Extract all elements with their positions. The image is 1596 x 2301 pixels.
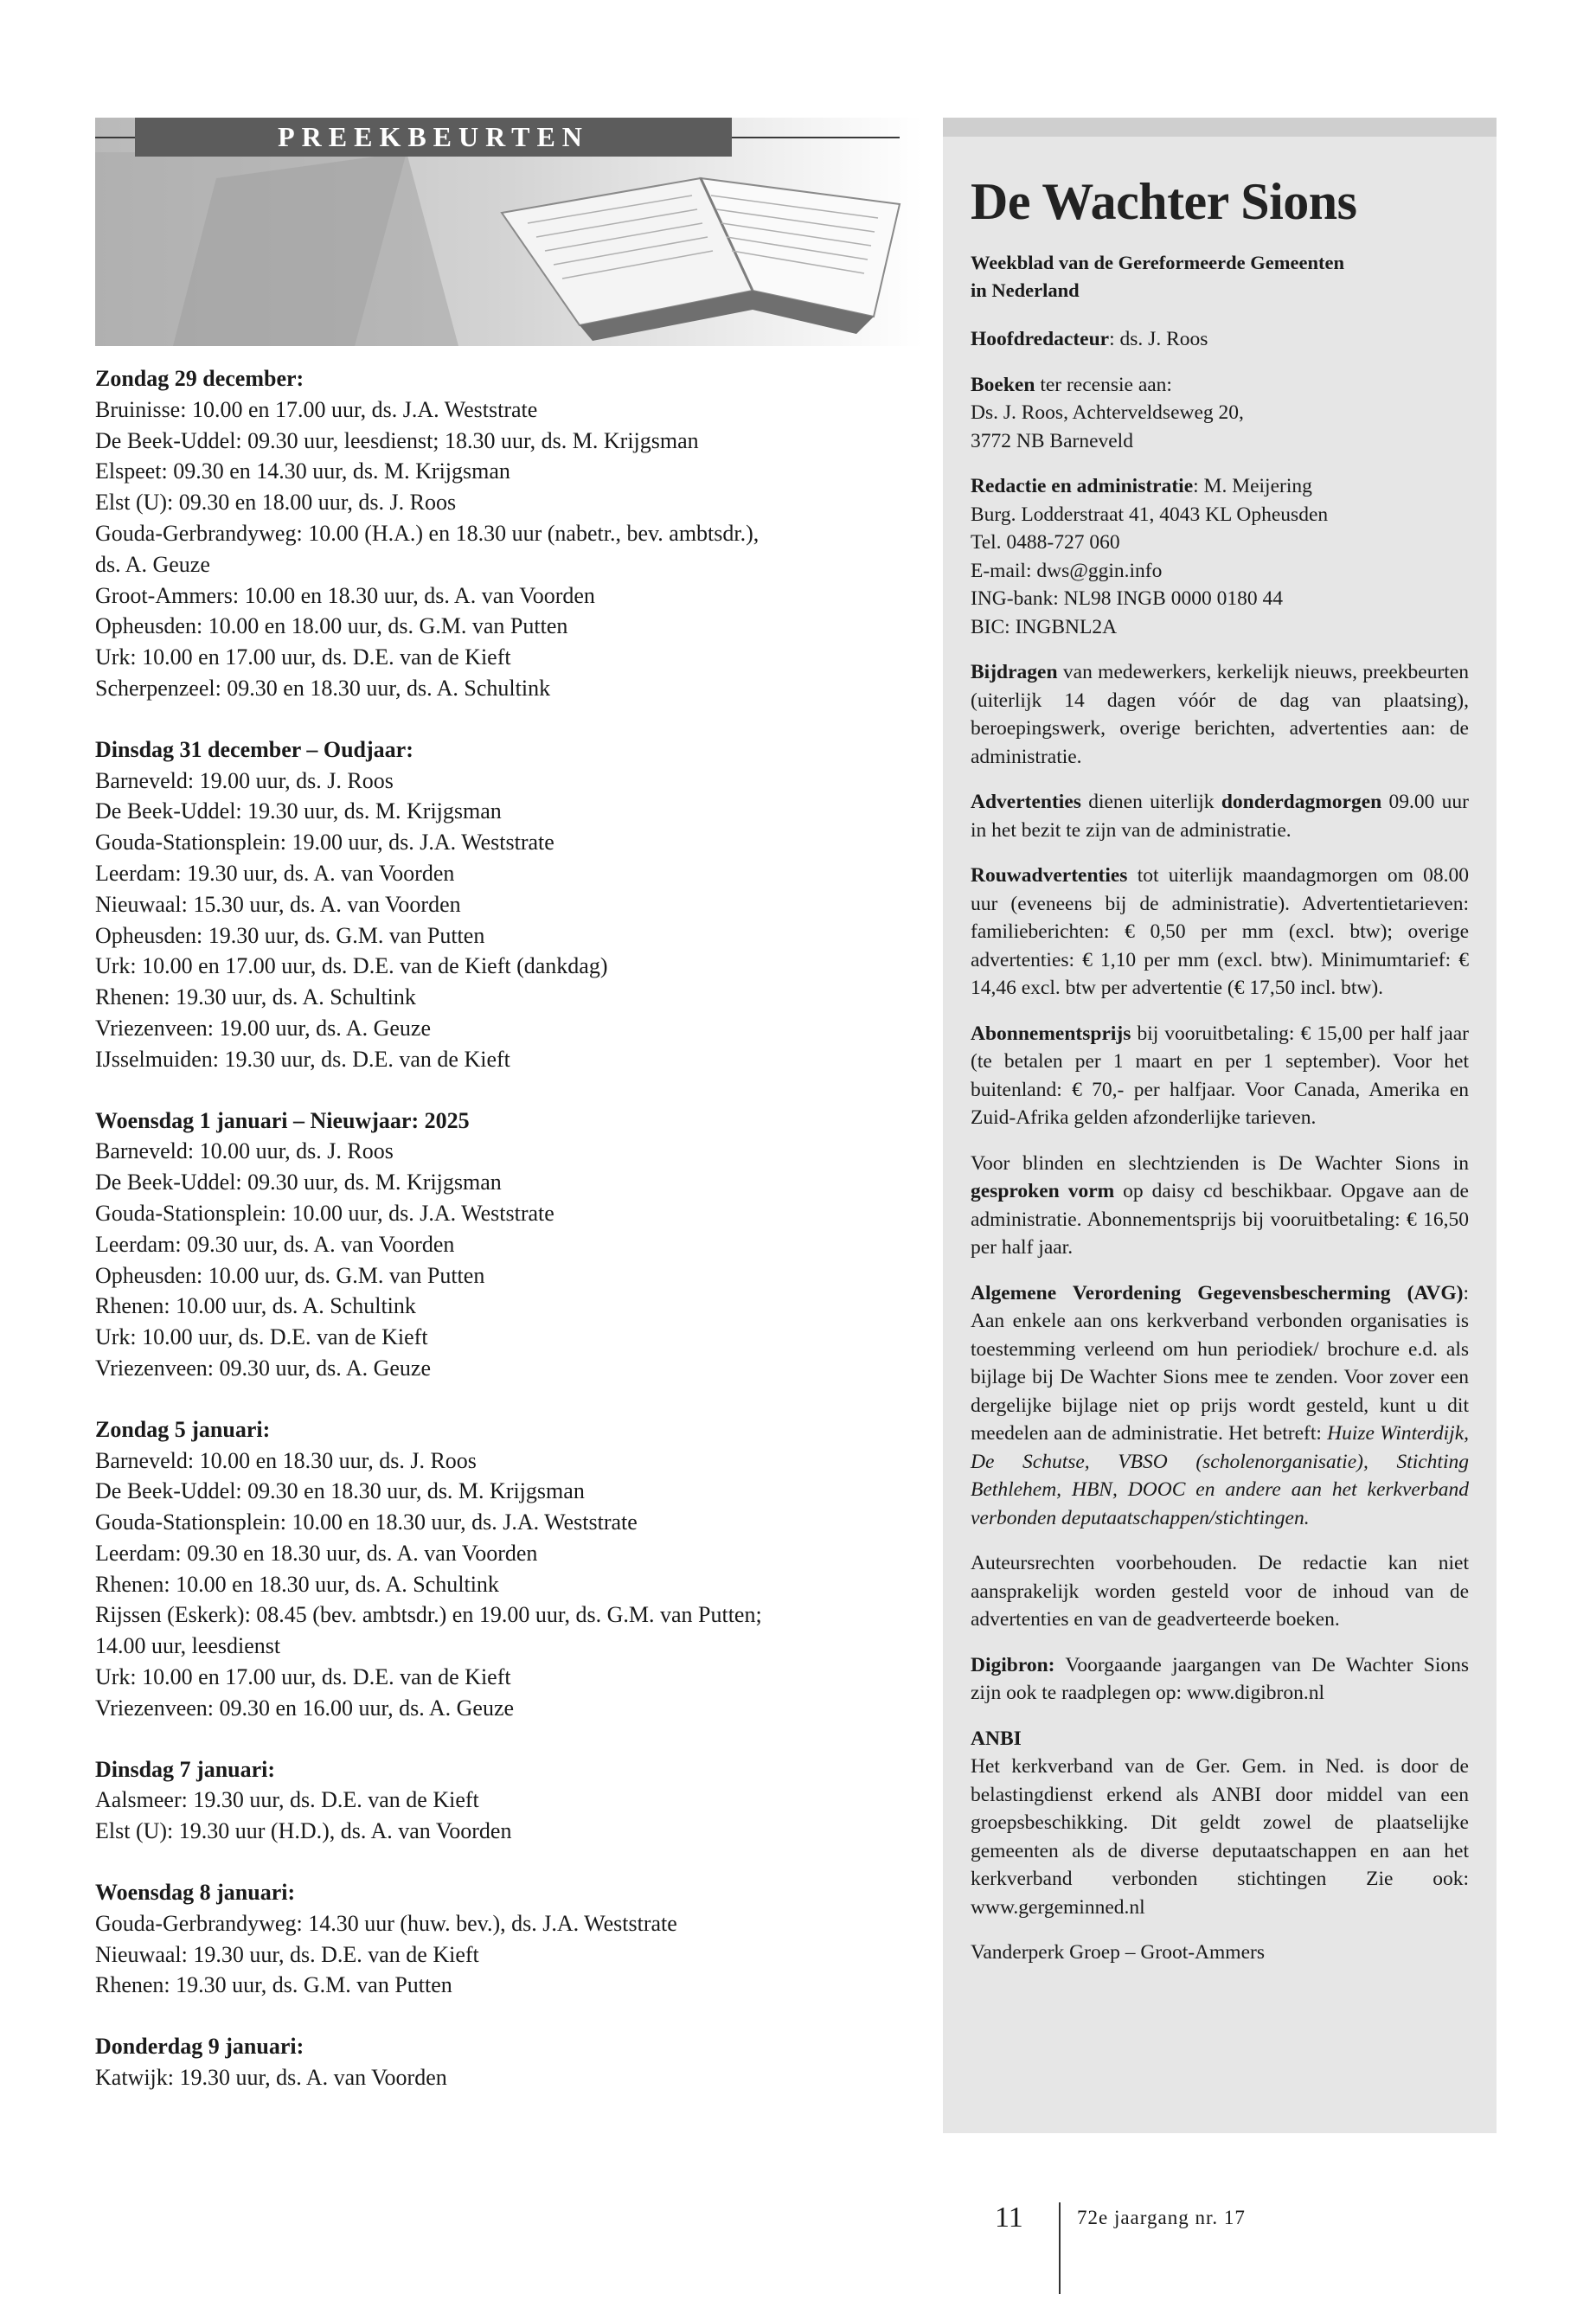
service-line: Urk: 10.00 en 17.00 uur, ds. D.E. van de Kieft (dankdag) (95, 953, 608, 979)
service-line: 14.00 uur, leesdienst (95, 1633, 281, 1659)
service-line: ds. A. Geuze (95, 551, 210, 577)
service-line: Leerdam: 19.30 uur, ds. A. van Voorden (95, 860, 455, 886)
admin-info (971, 472, 1469, 641)
service-line: Urk: 10.00 en 17.00 uur, ds. D.E. van de Kieft (95, 1664, 511, 1690)
service-line: Gouda-Stationsplein: 10.00 uur, ds. J.A. Weststrate (95, 1200, 554, 1226)
ads-label: Advertenties (971, 791, 1081, 813)
ads-deadline: donderdagmorgen (1221, 791, 1382, 813)
mourning-text: tot uiterlijk maandagmorgen om 08.00 uur (eveneens bij de administratie). Advertentietarieven: familieberichten: € 0,50 per mm (excl. btw); overige advertenties: € 1,10 per mm (excl. btw). Minimumtarief: € 14,46 excl. btw per advertentie (€ 17,50 incl. btw). (971, 864, 1469, 999)
day-block (95, 1754, 908, 1847)
subscription-text: bij vooruitbetaling: € 15,00 per half jaar (te betalen per 1 maart en per 1 september). Voor het buitenland: € 70,- per halfjaar. Voor Canada, Amerika en Zuid-Afrika gelden afzonderlijke tarieven. (971, 1022, 1469, 1129)
service-line: Gouda-Stationsplein: 19.00 uur, ds. J.A. Weststrate (95, 830, 554, 856)
service-line: Barneveld: 19.00 uur, ds. J. Roos (95, 767, 394, 793)
service-line: Vriezenveen: 09.30 en 16.00 uur, ds. A. Geuze (95, 1695, 515, 1721)
admin-bank: ING-bank: NL98 INGB 0000 0180 44 (971, 587, 1283, 610)
editor-info (971, 325, 1469, 354)
service-line: Barneveld: 10.00 en 18.30 uur, ds. J. Roos (95, 1447, 477, 1473)
ads-text-rest: 09.00 uur in het bezit te zijn van de administratie. (971, 791, 1470, 842)
service-line: Katwijk: 19.30 uur, ds. A. van Voorden (95, 2065, 447, 2091)
digibron-text: Voorgaande jaargangen van De Wachter Sions zijn ook te raadplegen op: www.digibron.nl (971, 1653, 1469, 1704)
admin-value: : M. Meijering (1193, 475, 1312, 497)
service-line: Gouda-Gerbrandyweg: 10.00 (H.A.) en 18.30 uur (nabetr., bev. ambtsdr.), (95, 520, 760, 546)
subscription-label: Abonnementsprijs (971, 1022, 1131, 1045)
admin-bic: BIC: INGBNL2A (971, 615, 1118, 638)
digibron-info (971, 1651, 1469, 1708)
service-line: Rhenen: 10.00 uur, ds. A. Schultink (95, 1293, 416, 1319)
service-line: Rhenen: 19.30 uur, ds. A. Schultink (95, 984, 416, 1010)
page-number: 11 (995, 2202, 1023, 2234)
service-line: Opheusden: 10.00 uur, ds. G.M. van Putten (95, 1262, 485, 1288)
service-line: Rhenen: 19.30 uur, ds. G.M. van Putten (95, 1972, 452, 1998)
blind-text: Voor blinden en slechtzienden is De Wachter Sions in (971, 1151, 1469, 1175)
service-line: De Beek-Uddel: 19.30 uur, ds. M. Krijgsman (95, 798, 502, 824)
books-address-line: Ds. J. Roos, Achterveldseweg 20, (971, 401, 1244, 424)
editor-label: Hoofdredacteur (971, 328, 1110, 350)
service-line: Opheusden: 19.30 uur, ds. G.M. van Putten (95, 922, 485, 948)
anbi-text: Het kerkverband van de Ger. Gem. in Ned. is door de belastingdienst erkend als ANBI door middel van een groepsbeschikking. Dit geldt zowel de plaatselijke gemeenten als de diverse deputaatschappen en aan het kerkverband verbonden stichtingen Zie ook: www.gergeminned.nl (971, 1755, 1469, 1919)
avg-text: : Aan enkele aan ons kerkverband verbonden organisaties is toestemming verleend om hun periodiek/ brochure e.d. als bijlage bij De Wachter Sions mee te zenden. Voor zover een dergelijke bijlage niet op prijs wordt gesteld, kunt u dit meedelen aan de administratie. Het betreft: (971, 1281, 1469, 1445)
service-line: Vriezenveen: 09.30 uur, ds. A. Geuze (95, 1355, 431, 1381)
contributions-info (971, 658, 1469, 771)
day-title: Zondag 29 december: (95, 366, 304, 391)
service-line: Nieuwaal: 15.30 uur, ds. A. van Voorden (95, 891, 461, 917)
service-line: Urk: 10.00 en 17.00 uur, ds. D.E. van de Kieft (95, 644, 511, 670)
anbi-label: ANBI (971, 1727, 1022, 1750)
masthead-title: De Wachter Sions (971, 173, 1357, 230)
printer-info: Vanderperk Groep – Groot-Ammers (971, 1941, 1265, 1964)
editor-value: : ds. J. Roos (1109, 328, 1208, 350)
service-line: Barneveld: 10.00 uur, ds. J. Roos (95, 1138, 394, 1164)
copyright-info: Auteursrechten voorbehouden. De redactie kan niet aansprakelijk worden gesteld voor de inhoud van de advertenties en van de geadverteerde boeken. (971, 1552, 1469, 1631)
masthead-subtitle-line: in Nederland (971, 279, 1080, 301)
issue-info: 72e jaargang nr. 17 (1077, 2207, 1246, 2228)
books-address-line: 3772 NB Barneveld (971, 429, 1133, 452)
service-line: Elst (U): 09.30 en 18.00 uur, ds. J. Roos (95, 490, 457, 516)
anbi-info (971, 1725, 1469, 1922)
books-info (971, 371, 1469, 456)
service-line: Scherpenzeel: 09.30 en 18.30 uur, ds. A. Schultink (95, 675, 551, 701)
avg-info (971, 1279, 1469, 1533)
service-line: Aalsmeer: 19.30 uur, ds. D.E. van de Kieft (95, 1787, 479, 1813)
mourning-ads-info (971, 862, 1469, 1003)
day-title: Donderdag 9 januari: (95, 2034, 304, 2060)
colophon-panel (943, 118, 1497, 2133)
masthead-subtitle-line: Weekblad van de Gereformeerde Gemeenten (971, 252, 1344, 273)
section-title: PREEKBEURTEN (135, 118, 732, 157)
service-line: De Beek-Uddel: 09.30 uur, leesdienst; 18.30 uur, ds. M. Krijgsman (95, 427, 699, 453)
service-line: IJsselmuiden: 19.30 uur, ds. D.E. van de Kieft (95, 1046, 510, 1072)
service-line: Urk: 10.00 uur, ds. D.E. van de Kieft (95, 1324, 428, 1350)
day-block (95, 2031, 908, 2093)
day-title: Woensdag 1 januari – Nieuwjaar: 2025 (95, 1107, 470, 1133)
service-line: Bruinisse: 10.00 en 17.00 uur, ds. J.A. Weststrate (95, 396, 538, 422)
avg-organisations: Huize Winterdijk, De Schutse, VBSO (scholenorganisatie), Stichting Bethlehem, HBN, DOOC en andere aan het kerkverband verbonden deputaatschappen/stichtingen. (971, 1422, 1469, 1529)
day-block (95, 1106, 908, 1384)
digibron-label: Digibron: (971, 1653, 1055, 1676)
books-label: Boeken (971, 373, 1035, 396)
service-line: Vriezenveen: 19.00 uur, ds. A. Geuze (95, 1015, 431, 1041)
service-line: Leerdam: 09.30 uur, ds. A. van Voorden (95, 1231, 455, 1257)
day-title: Dinsdag 7 januari: (95, 1756, 276, 1782)
service-line: Opheusden: 10.00 en 18.00 uur, ds. G.M. van Putten (95, 613, 568, 639)
service-line: Groot-Ammers: 10.00 en 18.30 uur, ds. A. van Voorden (95, 582, 595, 608)
day-title: Woensdag 8 januari: (95, 1880, 296, 1906)
service-line: Gouda-Stationsplein: 10.00 en 18.30 uur, ds. J.A. Weststrate (95, 1509, 638, 1535)
day-block (95, 1414, 908, 1724)
books-text: ter recensie aan: (1035, 373, 1172, 396)
admin-phone: Tel. 0488-727 060 (971, 531, 1120, 554)
ads-info (971, 788, 1469, 844)
avg-label: Algemene Verordening Gegevensbescherming (AVG) (971, 1281, 1464, 1304)
day-block (95, 734, 908, 1075)
blind-bold: gesproken vorm (971, 1180, 1115, 1202)
subscription-info (971, 1020, 1469, 1132)
day-title: Zondag 5 januari: (95, 1416, 271, 1442)
blind-info (971, 1150, 1469, 1262)
service-line: Rijssen (Eskerk): 08.45 (bev. ambtsdr.) en 19.00 uur, ds. G.M. van Putten; (95, 1602, 762, 1628)
service-line: Leerdam: 09.30 en 18.30 uur, ds. A. van Voorden (95, 1540, 538, 1566)
service-line: Gouda-Gerbrandyweg: 14.30 uur (huw. bev.), ds. J.A. Weststrate (95, 1910, 677, 1936)
contributions-text: van medewerkers, kerkelijk nieuws, preekbeurten (uiterlijk 14 dagen vóór de dag van plaatsing), beroepingswerk, overige berichten, advertenties aan: de administratie. (971, 661, 1469, 768)
admin-label: Redactie en administratie (971, 475, 1194, 497)
footer-divider (1059, 2202, 1061, 2294)
admin-email: E-mail: dws@ggin.info (971, 559, 1163, 582)
service-line: Rhenen: 10.00 en 18.30 uur, ds. A. Schultink (95, 1571, 499, 1597)
day-block (95, 1877, 908, 2001)
service-line: Elst (U): 19.30 uur (H.D.), ds. A. van Voorden (95, 1818, 512, 1844)
service-line: De Beek-Uddel: 09.30 uur, ds. M. Krijgsman (95, 1170, 502, 1195)
contributions-label: Bijdragen (971, 661, 1058, 683)
ads-text: dienen uiterlijk (1080, 791, 1221, 813)
day-title: Dinsdag 31 december – Oudjaar: (95, 736, 413, 762)
service-line: Elspeet: 09.30 en 14.30 uur, ds. M. Krijgsman (95, 458, 510, 484)
day-block (95, 363, 908, 704)
blind-text-rest: op daisy cd beschikbaar. Opgave aan de administratie. Abonnementsprijs bij vooruitbetaling: € 16,50 per half jaar. (971, 1180, 1469, 1259)
service-line: Nieuwaal: 19.30 uur, ds. D.E. van de Kieft (95, 1941, 479, 1967)
masthead-subtitle (971, 249, 1469, 304)
mourning-label: Rouwadvertenties (971, 864, 1128, 887)
service-line: De Beek-Uddel: 09.30 en 18.30 uur, ds. M. Krijgsman (95, 1478, 585, 1504)
admin-address: Burg. Lodderstraat 41, 4043 KL Opheusden (971, 503, 1329, 526)
schedule-column (95, 363, 908, 2124)
